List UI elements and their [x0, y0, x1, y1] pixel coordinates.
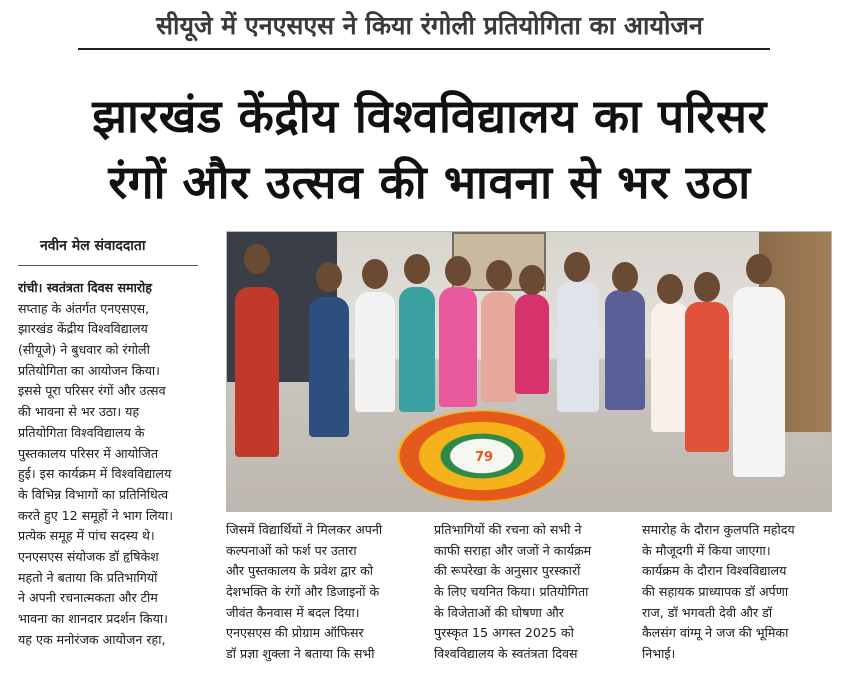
article-line: महतो ने बताया कि प्रतिभागियों — [18, 569, 158, 585]
photo-person — [404, 254, 430, 284]
article-line: पुस्तकालय परिसर में आयोजित — [18, 445, 158, 461]
article-line: प्रत्येक समूह में पांच सदस्य थे। — [18, 528, 155, 544]
photo-person — [309, 297, 349, 437]
byline-underline — [18, 265, 198, 266]
article-line: करते हुए 12 समूहों ने भाग लिया। — [18, 507, 174, 523]
article-column-4 — [642, 520, 832, 665]
article-line: के लिए चयनित किया। प्रतियोगिता — [434, 584, 589, 600]
photo-person — [564, 252, 590, 282]
article-line: इससे पूरा परिसर रंगों और उत्सव — [18, 383, 166, 399]
article-line: विश्वविद्यालय के स्वतंत्रता दिवस — [434, 646, 578, 662]
rangoli-number: 79 — [475, 450, 494, 465]
article-line: राज, डॉ भगवती देवी और डॉ — [642, 604, 773, 620]
article-line: एनएसएस की प्रोग्राम ऑफिसर — [226, 625, 364, 641]
article-line: काफी सराहा और जजों ने कार्यक्रम — [434, 542, 592, 558]
photo-person — [519, 265, 545, 295]
article-line: निभाई। — [642, 646, 676, 662]
article-column-2 — [226, 520, 416, 665]
article-line: के विभिन्न विभागों का प्रतिनिधित्व — [18, 486, 169, 502]
article-line: देशभक्ति के रंगों और डिजाइनों के — [226, 584, 380, 600]
photo-person — [439, 287, 477, 407]
article-line: और पुस्तकालय के प्रवेश द्वार को — [226, 563, 374, 579]
article-line: कल्पनाओं को फर्श पर उतारा — [226, 542, 357, 558]
article-line: जिसमें विद्यार्थियों ने मिलकर अपनी — [226, 522, 383, 537]
article-line: की सहायक प्राध्यापक डॉ अर्पणा — [642, 584, 789, 600]
article-line: कैलसंग वांग्मू ने जज की भूमिका — [642, 625, 789, 641]
article-line: के मौजूदगी में किया जाएगा। — [642, 542, 771, 558]
kicker-underline — [78, 48, 770, 50]
photo-person — [235, 287, 279, 457]
photo-person — [515, 294, 549, 394]
article-line: जीवंत कैनवास में बदल दिया। — [226, 604, 360, 620]
article-line: हुई। इस कार्यक्रम में विश्वविद्यालय — [18, 466, 172, 482]
news-photo — [226, 231, 832, 512]
article-column-3 — [434, 520, 626, 665]
byline: नवीन मेल संवाददाता — [40, 238, 146, 254]
photo-person — [316, 262, 342, 292]
photo-person — [557, 282, 599, 412]
photo-person — [612, 262, 638, 292]
photo-person — [605, 290, 645, 410]
photo-person — [481, 292, 517, 402]
article-line: एनएसएस संयोजक डॉ हृषिकेश — [18, 548, 159, 564]
article-line: (सीयूजे) ने बुधवार को रंगोली — [18, 342, 150, 358]
article-line: झारखंड केंद्रीय विश्वविद्यालय — [18, 321, 148, 337]
article-line: यह एक मनोरंजक आयोजन रहा, — [18, 631, 166, 647]
photo-person — [355, 292, 395, 412]
article-column-1 — [18, 278, 208, 650]
photo-person — [685, 302, 729, 452]
article-line: प्रतियोगिता विश्वविद्यालय के — [18, 424, 145, 440]
photo-person — [651, 302, 689, 432]
article-line: पुरस्कृत 15 अगस्त 2025 को — [434, 625, 574, 641]
article-line: सप्ताह के अंतर्गत एनएसएस, — [18, 300, 150, 316]
kicker-headline: सीयूजे में एनएसएस ने किया रंगोली प्रतियोगिता का आयोजन — [156, 11, 703, 40]
article-line: की रूपरेखा के अनुसार पुरस्कारों — [434, 563, 581, 579]
article-line: कार्यक्रम के दौरान विश्वविद्यालय — [642, 563, 787, 579]
article-line: डॉ प्रज्ञा शुक्ला ने बताया कि सभी — [226, 646, 375, 662]
main-headline-line-2: रंगों और उत्सव की भावना से भर उठा — [108, 155, 751, 209]
article-line: प्रतियोगिता का आयोजन किया। — [18, 362, 160, 378]
article-line: रांची। स्वतंत्रता दिवस समारोह — [18, 280, 152, 295]
photo-person — [733, 287, 785, 477]
article-line: ने अपनी रचनात्मकता और टीम — [18, 590, 158, 606]
photo-person — [244, 244, 270, 274]
photo-person — [362, 259, 388, 289]
photo-person — [694, 272, 720, 302]
photo-person — [486, 260, 512, 290]
photo-person — [746, 254, 772, 284]
article-line: समारोह के दौरान कुलपति महोदय — [642, 522, 795, 537]
article-line: की भावना से भर उठा। यह — [18, 404, 140, 420]
photo-person — [445, 256, 471, 286]
article-line: के विजेताओं की घोषणा और — [434, 604, 564, 620]
photo-person — [399, 287, 435, 412]
main-headline-line-1: झारखंड केंद्रीय विश्वविद्यालय का परिसर — [92, 89, 767, 143]
article-line: प्रतिभागियों की रचना को सभी ने — [434, 522, 582, 537]
photo-person — [657, 274, 683, 304]
article-line: भावना का शानदार प्रदर्शन किया। — [18, 611, 168, 626]
